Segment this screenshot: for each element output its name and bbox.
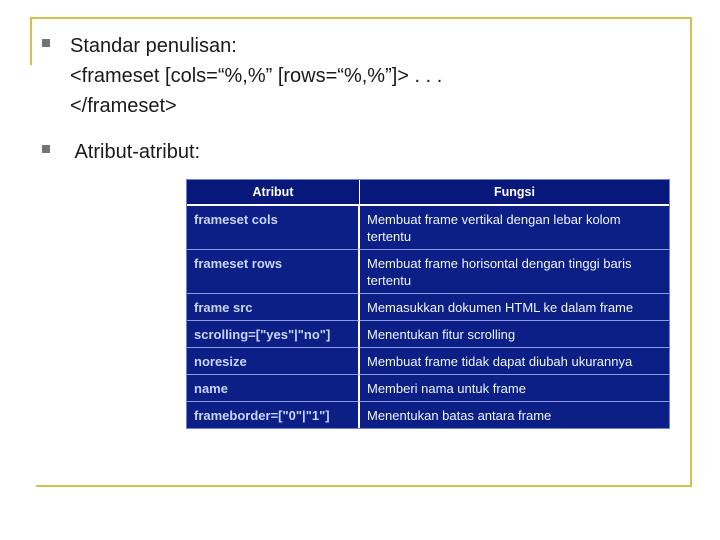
attribute-cell: frame src xyxy=(187,294,360,321)
function-cell: Menentukan batas antara frame xyxy=(367,408,552,423)
attribute-cell: scrolling=["yes"|"no"] xyxy=(187,321,360,348)
function-cell: Memasukkan dokumen HTML ke dalam frame xyxy=(360,294,669,321)
function-cell: Membuat frame tidak dapat diubah ukurannya xyxy=(360,348,669,375)
attribute-cell: name xyxy=(187,375,360,402)
right-frame-line xyxy=(690,17,692,487)
bullet-item-attributes xyxy=(42,137,200,167)
header-function: Fungsi xyxy=(360,180,669,206)
attribute-cell: frameset cols xyxy=(187,206,360,250)
table-header-row xyxy=(187,180,669,206)
table-row xyxy=(187,375,669,402)
function-cell: Menentukan fitur scrolling xyxy=(360,321,669,348)
function-cell: Membuat frame horisontal dengan tinggi baris tertentu xyxy=(360,250,669,294)
header-attribute: Atribut xyxy=(187,180,360,206)
attribute-cell: noresize xyxy=(187,348,360,375)
square-bullet-icon xyxy=(42,39,50,47)
attribute-cell: frameset rows xyxy=(187,250,360,294)
syntax-line-2: </frameset> xyxy=(70,95,177,117)
table-row xyxy=(187,206,669,250)
table-row xyxy=(187,294,669,321)
bullet-item-standard xyxy=(42,31,237,61)
left-frame-line xyxy=(30,17,32,65)
table-row xyxy=(187,250,669,294)
syntax-line-1: <frameset [cols=“%,%” [rows=“%,%”]> . . . xyxy=(70,65,443,87)
table-row xyxy=(187,321,669,348)
top-frame-line xyxy=(30,17,692,19)
table-row xyxy=(187,402,669,428)
function-cell: Memberi nama untuk frame xyxy=(360,375,669,402)
square-bullet-icon xyxy=(42,145,50,153)
bottom-frame-line xyxy=(36,485,692,487)
function-cell: Membuat frame vertikal dengan lebar kolom tertentu xyxy=(360,206,669,250)
bullet-text: Atribut-atribut: xyxy=(70,141,201,163)
table-row xyxy=(187,348,669,375)
bullet-text: Standar penulisan: xyxy=(70,35,237,57)
attribute-cell: frameborder=["0"|"1"] xyxy=(187,402,360,428)
attributes-table xyxy=(186,179,670,429)
